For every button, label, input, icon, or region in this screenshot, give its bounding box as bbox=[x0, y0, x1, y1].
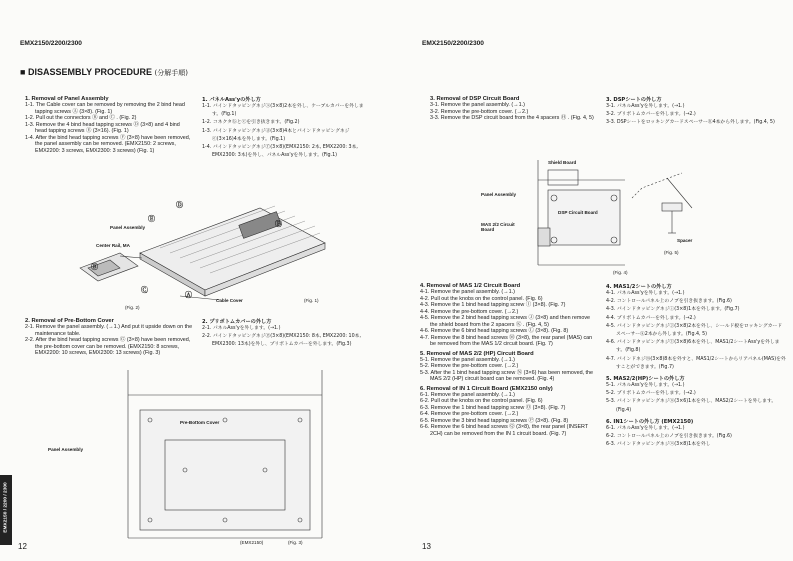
step: 4-5. Remove the 2 bind head tapping screws Ⓙ (3×8) and then remove the shield board from the 2 spacers Ⓚ . (Fig. 4, 5) bbox=[420, 315, 591, 328]
step-jp: 2-1. パネルAss'yを外します。(→1.) bbox=[202, 326, 281, 331]
figure-4-dsp-board bbox=[530, 160, 630, 270]
section-heading-jp: 5. MAS2/2(HP)シートの外し方 bbox=[606, 376, 685, 383]
step: 4-7. Remove the 8 bind head screws Ⓜ (3×8), the rear panel (MAS) can be removed from the MAS 1/2 circuit board. (Fig. 7) bbox=[420, 334, 593, 347]
section-heading: 6. Removal of IN 1 Circuit Board (EMX2150 only) bbox=[420, 385, 553, 392]
section-heading-jp: 4. MAS1/2シートの外し方 bbox=[606, 284, 672, 290]
step: 2-2. After the bind head tapping screws Ⓖ (3×8) have been removed, the pre-bottom cover can be removed. (EMX2150: 8 screws, EMX2200: 10 screws, EMX2300: 13 screws) (Fig. 3) bbox=[25, 337, 191, 356]
section-3-jp bbox=[606, 93, 781, 128]
step-jp: 4-6. バインドタッピングネジⓛ(3×8)6本を外し、MAS1/2シートAss'yを外します。(Fig.8) bbox=[606, 340, 780, 354]
section-heading: 4. Removal of MAS 1/2 Circuit Board bbox=[420, 283, 521, 289]
section-2-jp bbox=[202, 315, 372, 350]
step-jp: 5-1. パネルAss'yを外します。(→1.) bbox=[606, 383, 685, 389]
step: 1-3. Remove the 4 bind head tapping screws Ⓓ (3×8) and 4 bind head tapping screws Ⓔ (3×16). (Fig. 1) bbox=[25, 121, 180, 134]
section-heading-jp: 3. DSPシートの外し方 bbox=[606, 97, 662, 103]
label-shield-board: Shield Board bbox=[548, 160, 577, 165]
step: 4-1. Remove the panel assembly. (→1.) bbox=[420, 289, 515, 295]
running-head-left: EMX2150/2200/2300 bbox=[20, 40, 82, 47]
section-heading: 3. Removal of DSP Circuit Board bbox=[430, 96, 520, 102]
figure-1-mixer-illustration bbox=[80, 198, 330, 298]
step: 6-1. Remove the panel assembly. (→1.) bbox=[420, 391, 515, 398]
step-jp: 3-1. パネルAss'yを外します。(→1.) bbox=[606, 104, 685, 109]
step: 6-5. Remove the 3 bind head tapping screws Ⓟ (3×8). (Fig. 8) bbox=[420, 417, 569, 424]
step: 4-3. Remove the 1 bind head tapping screw Ⓘ (3×8). (Fig. 7) bbox=[420, 302, 566, 308]
step-jp: 5-2. プリボトムカバーを外します。(→2.) bbox=[606, 391, 696, 397]
section-heading-jp: 6. IN1シートの外し方 (EMX2150) bbox=[606, 418, 694, 425]
section-3-en bbox=[430, 93, 600, 122]
section-heading: 2. Removal of Pre-Bottom Cover bbox=[25, 318, 114, 324]
callout-d: Ⓓ bbox=[176, 202, 183, 209]
section-heading-jp: 2. プリボトムカバーの外し方 bbox=[202, 319, 272, 325]
figure-5-spacer bbox=[632, 168, 702, 248]
label-panel-assembly-fig4: Panel Assembly bbox=[481, 192, 517, 197]
section-2-en bbox=[25, 315, 193, 357]
step-jp: 1-2. コネクタⓑとⓒを引き抜きます。(Fig.2) bbox=[202, 120, 300, 126]
callout-e: Ⓔ bbox=[148, 216, 155, 223]
step-jp: 5-3. バインドタッピングネジⓝ(3×6)1本を外し、MAS2/2シートを外します。(Fig.4) bbox=[606, 399, 777, 413]
step: 6-2. Pull out the knobs on the control panel. (Fig. 6) bbox=[420, 398, 543, 404]
page-number-left: 12 bbox=[18, 542, 27, 551]
step: 3-1. Remove the panel assembly. (→1.) bbox=[430, 102, 525, 108]
step-jp: 2-2. バインドタッピングネジⓖ(3×8)(EMX2150: 8本, EMX2200: 10本, EMX2300: 13本)を外し、プリボトムカバーを外します。(Fig.3) bbox=[202, 334, 361, 348]
step-jp: 3-3. DSPシートをロッキングカードスペーサーⓗ4本から外します。(Fig.4, 5) bbox=[606, 120, 775, 126]
title-text: DISASSEMBLY PROCEDURE bbox=[27, 67, 152, 77]
label-pre-bottom-cover: Pre-Bottom Cover bbox=[180, 420, 220, 425]
step: 4-2. Pull out the knobs on the control panel. (Fig. 6) bbox=[420, 295, 543, 302]
section-4-6-jp bbox=[606, 280, 786, 449]
step-jp: 4-3. バインドタッピングネジⓘ(3×8)1本を外します。(Fig.7) bbox=[606, 307, 740, 313]
section-heading: 5. Removal of MAS 2/2 (HP) Circuit Board bbox=[420, 350, 534, 357]
section-1-jp bbox=[202, 93, 372, 160]
step-jp: 4-1. パネルAss'yを外します。(→1.) bbox=[606, 291, 685, 296]
title-jp: (分解手順) bbox=[154, 69, 188, 77]
step: 4-6. Remove the 6 bind head tapping screws Ⓛ (3×8). (Fig. 8) bbox=[420, 328, 569, 334]
title-marker: ■ bbox=[20, 67, 26, 77]
step: 5-1. Remove the panel assembly. (→1.) bbox=[420, 356, 515, 363]
callout-f: Ⓕ bbox=[275, 221, 282, 228]
side-tab bbox=[0, 475, 12, 545]
step-jp: 1-4. バインドタッピングネジⓕ(3×8)(EMX2150: 2本, EMX2200: 3本, EMX2300: 3本)を外し、パネルAss'yを外します。(Fig.1) bbox=[202, 145, 358, 159]
section-heading: 1. Removal of Panel Assembly bbox=[25, 96, 109, 102]
step-jp: 6-1. パネルAss'yを外します。(→1.) bbox=[606, 425, 685, 431]
step: 5-2. Remove the pre-bottom cover. (→2.) bbox=[420, 363, 519, 369]
step: 5-3. After the 1 bind head tapping screw Ⓝ (3×6) has been removed, the MAS 2/2 (HP) circuit board can be removed. (Fig. 4) bbox=[420, 369, 594, 382]
label-dsp-board: DSP Circuit Board bbox=[558, 210, 598, 215]
step: 6-6. Remove the 6 bind head screws Ⓠ (3×8), the rear panel (INSERT 2CH) can be removed from the IN 1 circuit board. (Fig. 7) bbox=[420, 424, 589, 437]
page-number-right: 13 bbox=[422, 542, 431, 551]
caption-fig-3: (Fig. 3) bbox=[288, 540, 303, 545]
section-4-en bbox=[420, 280, 598, 437]
step: 1-2. Pull out the connectors Ⓑ and Ⓒ . (Fig. 2) bbox=[25, 115, 137, 121]
step: 1-1. The Cable cover can be removed by removing the 2 bind head tapping screws Ⓐ (3×8). (Fig. 1) bbox=[25, 102, 185, 115]
running-head-right: EMX2150/2200/2300 bbox=[422, 40, 484, 47]
callout-a: Ⓐ bbox=[185, 292, 192, 299]
label-mas-board: MAS 2/2 Circuit Board bbox=[481, 222, 515, 232]
step: 3-2. Remove the pre-bottom cover. (→2.) bbox=[430, 108, 529, 115]
side-tab-text: EMX2150 / 2200 / 2300 bbox=[3, 482, 9, 533]
label-center-rail: Center Rail, MA bbox=[96, 243, 130, 248]
step: 4-4. Remove the pre-bottom cover. (→2.) bbox=[420, 308, 519, 315]
step-jp: 1-3. バインドタッピングネジⓓ(3×8)4本とバインドタッピングネジⓔ(3×16)4本を外します。(Fig.1) bbox=[202, 128, 350, 142]
step-jp: 1-1. バインドタッピングネジⓐ(3×8)2本を外し、ケーブルカバーを外します。(Fig.1) bbox=[202, 104, 364, 118]
caption-model: (EMX2150) bbox=[240, 540, 264, 545]
figure-3-bottom-cover bbox=[125, 370, 325, 540]
section-heading-jp: 1. パネルAss'yの外し方 bbox=[202, 97, 261, 103]
label-panel-assembly-fig3: Panel Assembly bbox=[48, 447, 84, 452]
step-jp: 3-2. プリボトムカバーを外します。(→2.) bbox=[606, 112, 696, 118]
step: 3-3. Remove the DSP circuit board from the 4 spacers Ⓗ . (Fig. 4, 5) bbox=[430, 115, 594, 121]
step-jp: 4-5. バインドタッピングネジⓙ(3×8)2本を外し、シールド板をロッキングカードスペーサーⓚ2本から外します。(Fig.4, 5) bbox=[606, 323, 783, 338]
step: 1-4. After the bind head tapping screws Ⓕ (3×8) have been removed, the panel assembly can be removed. (EMX2150: 2 screws, EMX2200: 3 screws, EMX2300: 3 screws) (Fig. 1) bbox=[25, 134, 191, 154]
caption-fig-5: (Fig. 5) bbox=[664, 250, 679, 255]
page-title bbox=[20, 67, 188, 78]
step-jp: 6-3. バインドタッピングネジⓞ(3×8)1本を外し bbox=[606, 442, 711, 448]
step: 2-1. Remove the panel assembly. (→1.) And put it upside down on the maintenance table. bbox=[25, 324, 193, 337]
step-jp: 4-7. バインドネジⓜ(3×8)8本を外すと、MAS1/2シートからリアパネル(MAS)を外すことができます。(Fig.7) bbox=[606, 356, 786, 370]
label-cable-cover: Cable Cover bbox=[216, 298, 243, 303]
callout-c: Ⓒ bbox=[141, 287, 148, 294]
step: 6-3. Remove the 1 bind head tapping screw Ⓞ (3×8). (Fig. 7) bbox=[420, 404, 566, 411]
caption-fig-4: (Fig. 4) bbox=[613, 270, 628, 275]
label-panel-assembly: Panel Assembly bbox=[110, 225, 146, 230]
section-1-en bbox=[25, 93, 193, 154]
caption-fig-1: (Fig. 1) bbox=[304, 298, 319, 303]
step-jp: 6-2. コントロールパネル上のノブを引き抜きます。(Fig.6) bbox=[606, 434, 732, 440]
label-spacer: Spacer bbox=[677, 238, 693, 243]
step-jp: 4-4. プリボトムカバーを外します。(→2.) bbox=[606, 315, 696, 321]
step: 6-4. Remove the pre-bottom cover. (→2.) bbox=[420, 411, 519, 417]
callout-b: Ⓑ bbox=[91, 264, 98, 271]
caption-fig-2: (Fig. 2) bbox=[125, 305, 140, 310]
step-jp: 4-2. コントロールパネル上のノブを引き抜きます。(Fig.6) bbox=[606, 299, 732, 305]
